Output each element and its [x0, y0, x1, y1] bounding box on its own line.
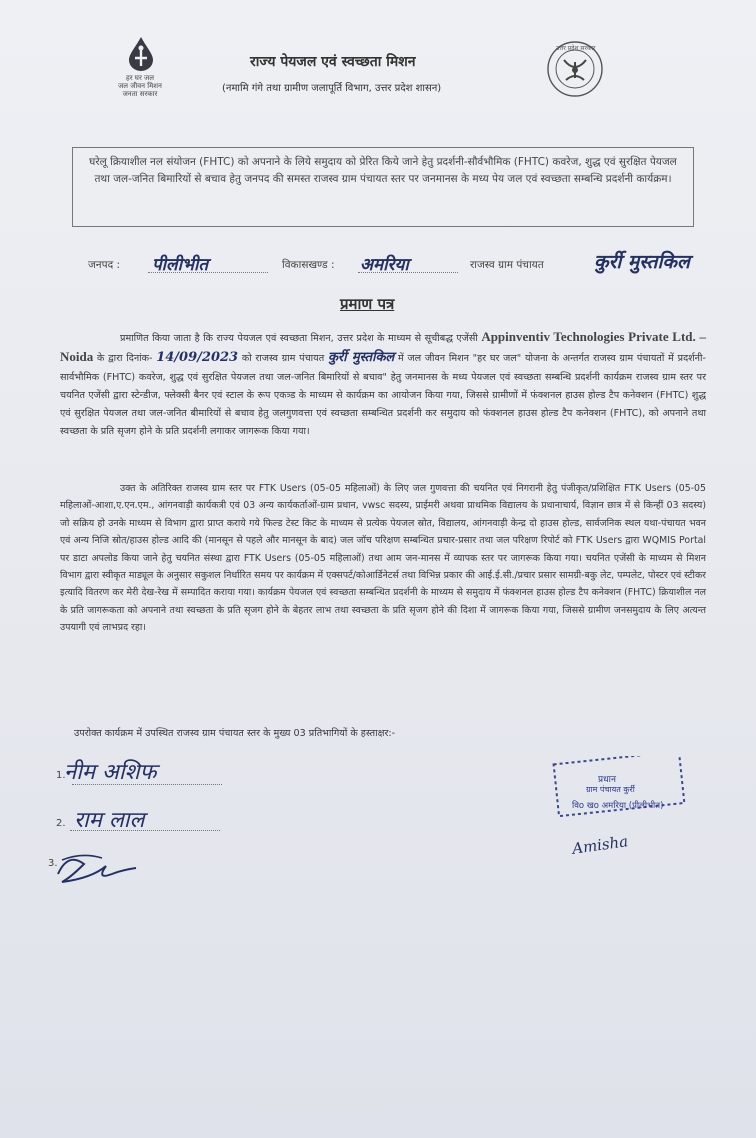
signature-3-scribble	[50, 846, 140, 888]
signature-line-1	[72, 784, 222, 785]
p1-text-d: में जल जीवन मिशन "हर घर जल" योजना के अन्तर्गत राजस्व ग्राम पंचायतों में प्रदर्शनी-सार्वभौमिक (FHTC) कवरेज, शुद्ध एवं सुरक्षित पेयजल तथा जल-जनित बिमारियों से बचाव" हेतु जनमानस के मध्य पेयजल एवं स्वच्छता सम्बन्धि प्रदर्शनी कार्यक्रम राजस्व ग्राम स्तर पर चयनित एजेंसी द्वारा स्टेन्डीज, फ्लेक्सी बैनर एवं स्टाल के रूप एकत्र्ड के माध्यम से कार्यक्रम का आयोजन किया गया, जिससे ग्रामीणों में फंक्शनल हाउस होल्ड टैप कनेक्शन (FHTC) शुद्ध एवं सुरक्षित पेयजल तथा जल-जनित बीमारियों से बचाव हेतु जलगुणवत्ता एवं स्वच्छता सम्बन्धित प्रदर्शनी कर समुदाय को फंक्शनल हाउस होल्ड टैप कनेक्शन (FHTC), को अपनाने तथा स्वच्छता के प्रति सृजग होने के प्रति प्रदर्शनी लगाकर जागरूक किया गया।	[60, 353, 706, 438]
block-line	[358, 272, 458, 273]
event-date: 14/09/2023	[156, 350, 239, 366]
water-drop-icon	[126, 36, 156, 72]
certificate-title: प्रमाण पत्र	[340, 295, 395, 313]
stamp-line-2: ग्राम पंचायत कुर्री	[586, 785, 635, 794]
signature-line-2	[70, 830, 220, 831]
district-value: पीलीभीत	[152, 255, 209, 275]
p1-text-b: के द्वारा दिनांक-	[96, 353, 153, 365]
stamp-border	[516, 756, 686, 836]
signature-number-1: 1.	[56, 770, 66, 781]
stamp-line-3: विo खo अमरिया (पीलीभीत)	[572, 801, 664, 811]
signature-1: नीम अशिफ	[64, 760, 157, 785]
stamp-line-1: प्रधान	[598, 775, 616, 785]
block-label: विकासखण्ड :	[282, 259, 335, 271]
program-text: घरेलू क्रियाशील नल संयोजन (FHTC) को अपनाने के लिये समुदाय को प्रेरित किये जाने हेतु प्रदर्शनी-सौर्वभौमिक (FHTC) कवरेज, शुद्ध एवं सुरक्षित पेयजल तथा जल-जनित बिमारियों से बचाव हेतु जनपद की समस्त राजस्व ग्राम पंचायत स्तर पर जनमानस के मध्य पेय जल एवं स्वच्छता सम्बन्धि प्रदर्शनी कार्यक्रम।	[89, 156, 677, 185]
block-value: अमरिया	[360, 255, 409, 275]
program-box	[72, 147, 694, 227]
district-line	[148, 272, 268, 273]
signature-number-3: 3.	[48, 858, 58, 869]
signature-intro: उपरोक्त कार्यक्रम में उपस्थित राजस्व ग्राम पंचायत स्तर के मुख्य 03 प्रतिभागियों के हस्ताक्षर:-	[74, 728, 396, 739]
agency-name: Appinventiv Technologies Private Ltd. – Noida	[60, 329, 706, 365]
village-name: कुर्री मुस्तकिल	[327, 350, 395, 366]
signature-2: राम लाल	[74, 808, 145, 833]
panchayat-value: कुर्री मुस्तकिल	[594, 251, 690, 273]
district-label: जनपद :	[88, 259, 121, 271]
certificate-paragraph-1	[60, 328, 706, 442]
header-title: राज्य पेयजल एवं स्वच्छता मिशन	[250, 54, 416, 70]
logo-caption: हर घर जल जल जीवन मिशन जनता सरकार	[118, 74, 162, 98]
certificate-paragraph-2: उक्त के अतिरिक्त राजस्व ग्राम स्तर पर FTK Users (05-05 महिलाओं) के लिए जल गुणवत्ता की चयनित एवं निगरानी हेतु पंजीकृत/प्रशिक्षित FTK Users (05-05 महिलाओं-आशा,ए.एन.एम., आंगनवाड़ी कार्यकत्री एवं 03 अन्य कार्यकर्ताओं-ग्राम प्रधान, vwsc सदस्य, प्राईमरी अथवा प्राथमिक विद्यालय के प्रधानाचार्य, विज्ञान छात्र में से किन्हीं 03 सदस्य) जो सक्रिय हो उनके माध्यम से विभाग द्वारा प्राप्त कराये गये फिल्ड टेस्ट किट के माध्यम से प्रत्येक पेयजल स्रोत, विद्यालय, आंगनवाड़ी केन्द्र दो हाउस होल्ड, सार्वजनिक स्थल यथा-पंचायत भवन एवं अन्य निजि स्रोत/हाउस होल्ड आदि की (मानसून से पहले और मानसून के बाद) जल जॉच परिक्षण सम्बन्धित प्रचार-प्रसार तथा जल परिक्षण रिपोर्ट को FTK Users द्वारा WQMIS Portal पर डाटा अपलोड किया जाने हेतु चयनित संस्था द्वारा FTK Users (05-05 महिलाओं) तथा आम जन-मानस में व्यापक स्तर पर जागरूक किया गया। चयनित एजेंसी के माध्यम से मिशन विभाग द्वारा स्वीकृत माड्यूल के अनुसार सकुशल निर्धारित समय पर कार्यक्रम में एक्सपर्ट/कोआर्डिनेटर्स तथा विभिन्न प्रकार की आई.ई.सी./प्रचार प्रसार सामग्री-बकु लेट, पम्पलेट, पोस्टर एवं स्टीकर इत्यादि वितरण कर मेरी देख-रेख में सम्पादित कराया गया। कार्यक्रम पेयजल एवं स्वच्छता सम्बन्धित प्रदर्शनी के माध्यम से समुदाय में फंक्शनल हाउस होल्ड टैप कनेक्शन (FHTC) क्रियाशील नल के प्रति जागरूकता को अपनाने तथा स्वच्छता के प्रति सृजग होने के बेहतर लाभ तथा स्वच्छता के प्रति सृजग होने की दिशा में जागरूक किया गया, जिससे ग्रामीण जनसमुदाय के लिए अत्यन्त उपयागी एवं लाभप्रद रहा।	[60, 483, 706, 634]
p1-text-a: प्रमाणित किया जाता है कि राज्य पेयजल एवं स्वच्छता मिशन, उत्तर प्रदेश के माध्यम से सूचीबद्ध एजेंसी	[120, 333, 478, 344]
panchayat-label: राजस्व ग्राम पंचायत	[470, 259, 544, 271]
signature-number-2: 2.	[56, 818, 66, 829]
p1-text-c: को राजस्व ग्राम पंचायत	[241, 353, 325, 365]
har-ghar-jal-logo	[108, 36, 172, 106]
pradhan-stamp	[516, 756, 686, 836]
header-subtitle: (नमामि गंगे तथा ग्रामीण जलापूर्ति विभाग, उत्तर प्रदेश शासन)	[222, 83, 442, 94]
stamp-signature: Amisha	[571, 832, 630, 858]
seal-text: उत्तर प्रदेश सरकार	[556, 45, 596, 52]
